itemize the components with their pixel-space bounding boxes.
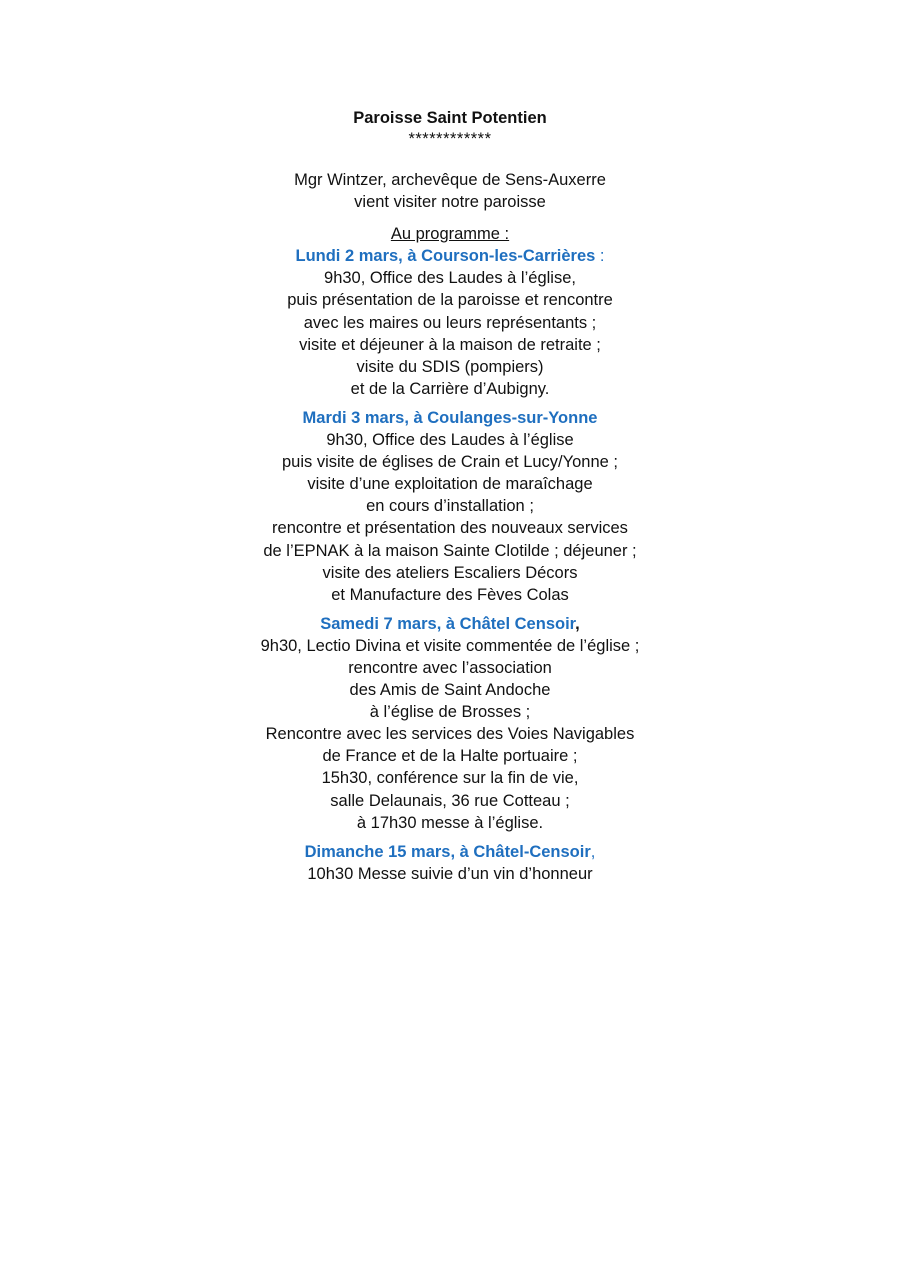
day-line: 9h30, Office des Laudes à l’église,: [324, 269, 576, 288]
day-section-sunday: [0, 841, 900, 885]
day-line: de France et de la Halte portuaire ;: [322, 747, 578, 766]
day-line: des Amis de Saint Andoche: [349, 681, 551, 700]
day-line: 15h30, conférence sur la fin de vie,: [321, 769, 579, 788]
day-line: et de la Carrière d’Aubigny.: [350, 379, 550, 398]
day-line: salle Delaunais, 36 rue Cotteau ;: [330, 791, 570, 810]
day-heading: [0, 407, 900, 429]
day-heading-suffix: :: [595, 247, 605, 266]
intro-line-1: Mgr Wintzer, archevêque de Sens-Auxerre: [294, 171, 606, 189]
day-line: à 17h30 messe à l’église.: [356, 813, 544, 832]
document-page: [0, 107, 900, 885]
day-line: rencontre et présentation des nouveaux services: [272, 519, 628, 538]
day-line: puis visite de églises de Crain et Lucy/Yonne ;: [281, 453, 618, 472]
day-line: en cours d’installation ;: [366, 497, 534, 516]
day-line: visite du SDIS (pompiers): [356, 357, 544, 376]
day-heading-text: Samedi 7 mars, à Châtel Censoir: [320, 614, 576, 633]
day-line: 10h30 Messe suivie d’un vin d’honneur: [307, 864, 593, 883]
day-heading-text: Dimanche 15 mars, à Châtel-Censoir: [304, 842, 591, 861]
day-heading-text: Lundi 2 mars, à Courson-les-Carrières: [295, 247, 596, 266]
day-line: avec les maires ou leurs représentants ;: [303, 313, 597, 332]
day-section-monday: [0, 245, 900, 400]
day-heading-text: Mardi 3 mars, à Coulanges-sur-Yonne: [302, 408, 598, 427]
day-line: visite et déjeuner à la maison de retraite ;: [299, 335, 601, 354]
day-section-saturday: [0, 613, 900, 834]
programme-label: Au programme :: [390, 225, 510, 244]
day-section-tuesday: [0, 407, 900, 606]
document-title: Paroisse Saint Potentien: [353, 109, 547, 127]
day-line: à l’église de Brosses ;: [369, 703, 531, 722]
day-heading: [0, 245, 900, 267]
day-line: 9h30, Lectio Divina et visite commentée de l’église ;: [260, 636, 640, 655]
day-heading-suffix: ,: [590, 842, 596, 861]
day-line: de l’EPNAK à la maison Sainte Clotilde ; déjeuner ;: [263, 541, 637, 560]
intro-line-2: vient visiter notre paroisse: [354, 193, 546, 212]
day-line: Rencontre avec les services des Voies Navigables: [265, 725, 635, 744]
title-separator: ************: [408, 130, 492, 148]
day-line: 9h30, Office des Laudes à l’église: [326, 431, 574, 450]
day-heading: [0, 841, 900, 863]
day-heading: [0, 613, 900, 635]
day-line: puis présentation de la paroisse et rencontre: [287, 291, 613, 310]
day-line: visite des ateliers Escaliers Décors: [322, 563, 578, 582]
day-line: visite d’une exploitation de maraîchage: [307, 475, 593, 494]
day-heading-suffix: ,: [575, 614, 580, 633]
day-line: rencontre avec l’association: [348, 658, 552, 677]
day-line: et Manufacture des Fèves Colas: [331, 585, 569, 604]
